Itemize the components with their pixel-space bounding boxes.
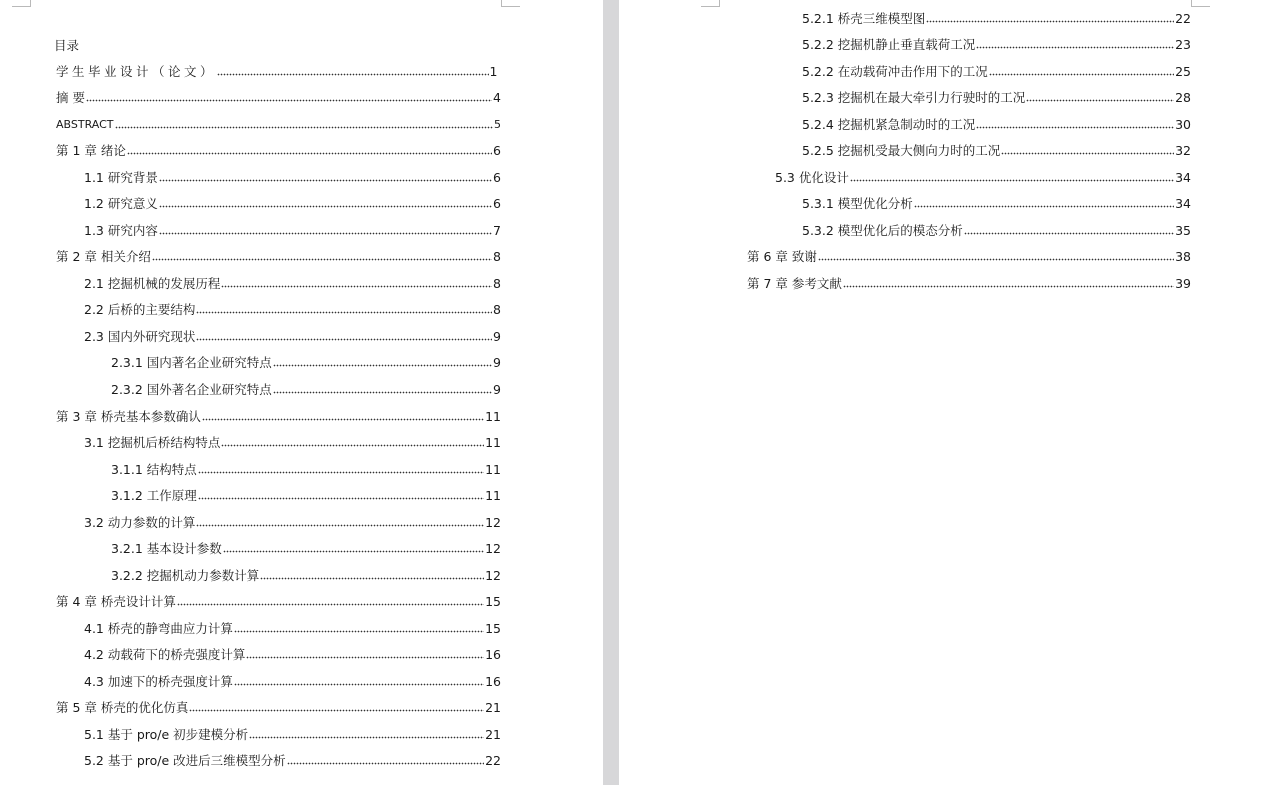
toc-entry-subsection[interactable]: 5.2.4 挖掘机紧急制动时的工况 30 <box>802 117 1191 132</box>
toc-entry-section[interactable]: 5.3 优化设计 34 <box>775 170 1191 185</box>
page-corner-mark <box>501 0 520 7</box>
toc-entry-chapter[interactable]: 第 6 章 致谢 38 <box>747 249 1191 264</box>
page-corner-mark <box>12 0 31 7</box>
document-page-right <box>619 0 1265 785</box>
toc-entry-subsection[interactable]: 5.3.1 模型优化分析 34 <box>802 196 1191 211</box>
page-gap <box>603 0 619 785</box>
toc-entry-section[interactable]: 1.3 研究内容 7 <box>84 223 501 238</box>
toc-entry[interactable]: 学生毕业设计（论文） 1 <box>56 64 501 79</box>
toc-entry-section[interactable]: 5.1 基于 pro/e 初步建模分析 21 <box>84 727 501 742</box>
toc-entry-chapter[interactable]: 第 3 章 桥壳基本参数确认 11 <box>56 409 501 424</box>
toc-entry-chapter[interactable]: 第 2 章 相关介绍 8 <box>56 249 501 264</box>
toc-entry-subsection[interactable]: 3.1.2 工作原理 11 <box>111 488 501 503</box>
toc-entry-subsection[interactable]: 5.2.1 桥壳三维模型图 22 <box>802 11 1191 26</box>
document-page-left <box>0 0 603 785</box>
toc-entry-section[interactable]: 2.3 国内外研究现状 9 <box>84 329 501 344</box>
toc-entry-chapter[interactable]: 第 7 章 参考文献 39 <box>747 276 1191 291</box>
toc-entry-subsection[interactable]: 3.2.1 基本设计参数 12 <box>111 541 501 556</box>
page-corner-mark <box>701 0 720 7</box>
toc-entry-subsection[interactable]: 5.3.2 模型优化后的模态分析 35 <box>802 223 1191 238</box>
toc-entry-section[interactable]: 1.2 研究意义 6 <box>84 196 501 211</box>
toc-entry-section[interactable]: 4.1 桥壳的静弯曲应力计算 15 <box>84 621 501 636</box>
toc-entry[interactable]: ABSTRACT 5 <box>56 118 501 131</box>
toc-entry-subsection[interactable]: 2.3.1 国内著名企业研究特点 9 <box>111 355 501 370</box>
toc-entry-section[interactable]: 2.1 挖掘机械的发展历程 8 <box>84 276 501 291</box>
toc-entry-section[interactable]: 4.3 加速下的桥壳强度计算 16 <box>84 674 501 689</box>
toc-entry-section[interactable]: 3.2 动力参数的计算 12 <box>84 515 501 530</box>
toc-entry-section[interactable]: 4.2 动载荷下的桥壳强度计算 16 <box>84 647 501 662</box>
toc-entry-subsection[interactable]: 3.2.2 挖掘机动力参数计算 12 <box>111 568 501 583</box>
toc-entry-subsection[interactable]: 5.2.2 挖掘机静止垂直载荷工况 23 <box>802 37 1191 52</box>
toc-entry[interactable]: 摘 要 4 <box>56 90 501 105</box>
toc-entry-chapter[interactable]: 第 1 章 绪论 6 <box>56 143 501 158</box>
page-corner-mark <box>1191 0 1210 7</box>
toc-entry-chapter[interactable]: 第 4 章 桥壳设计计算 15 <box>56 594 501 609</box>
toc-entry-chapter[interactable]: 第 5 章 桥壳的优化仿真 21 <box>56 700 501 715</box>
toc-entry-subsection[interactable]: 2.3.2 国外著名企业研究特点 9 <box>111 382 501 397</box>
toc-entry-subsection[interactable]: 5.2.5 挖掘机受最大侧向力时的工况 32 <box>802 143 1191 158</box>
toc-entry-section[interactable]: 5.2 基于 pro/e 改进后三维模型分析 22 <box>84 753 501 768</box>
toc-title: 目录 <box>54 38 80 53</box>
toc-entry-subsection[interactable]: 3.1.1 结构特点 11 <box>111 462 501 477</box>
toc-entry-section[interactable]: 3.1 挖掘机后桥结构特点 11 <box>84 435 501 450</box>
toc-entry-subsection[interactable]: 5.2.3 挖掘机在最大牵引力行驶时的工况 28 <box>802 90 1191 105</box>
toc-entry-section[interactable]: 2.2 后桥的主要结构 8 <box>84 302 501 317</box>
toc-entry-section[interactable]: 1.1 研究背景 6 <box>84 170 501 185</box>
toc-entry-subsection[interactable]: 5.2.2 在动载荷冲击作用下的工况 25 <box>802 64 1191 79</box>
